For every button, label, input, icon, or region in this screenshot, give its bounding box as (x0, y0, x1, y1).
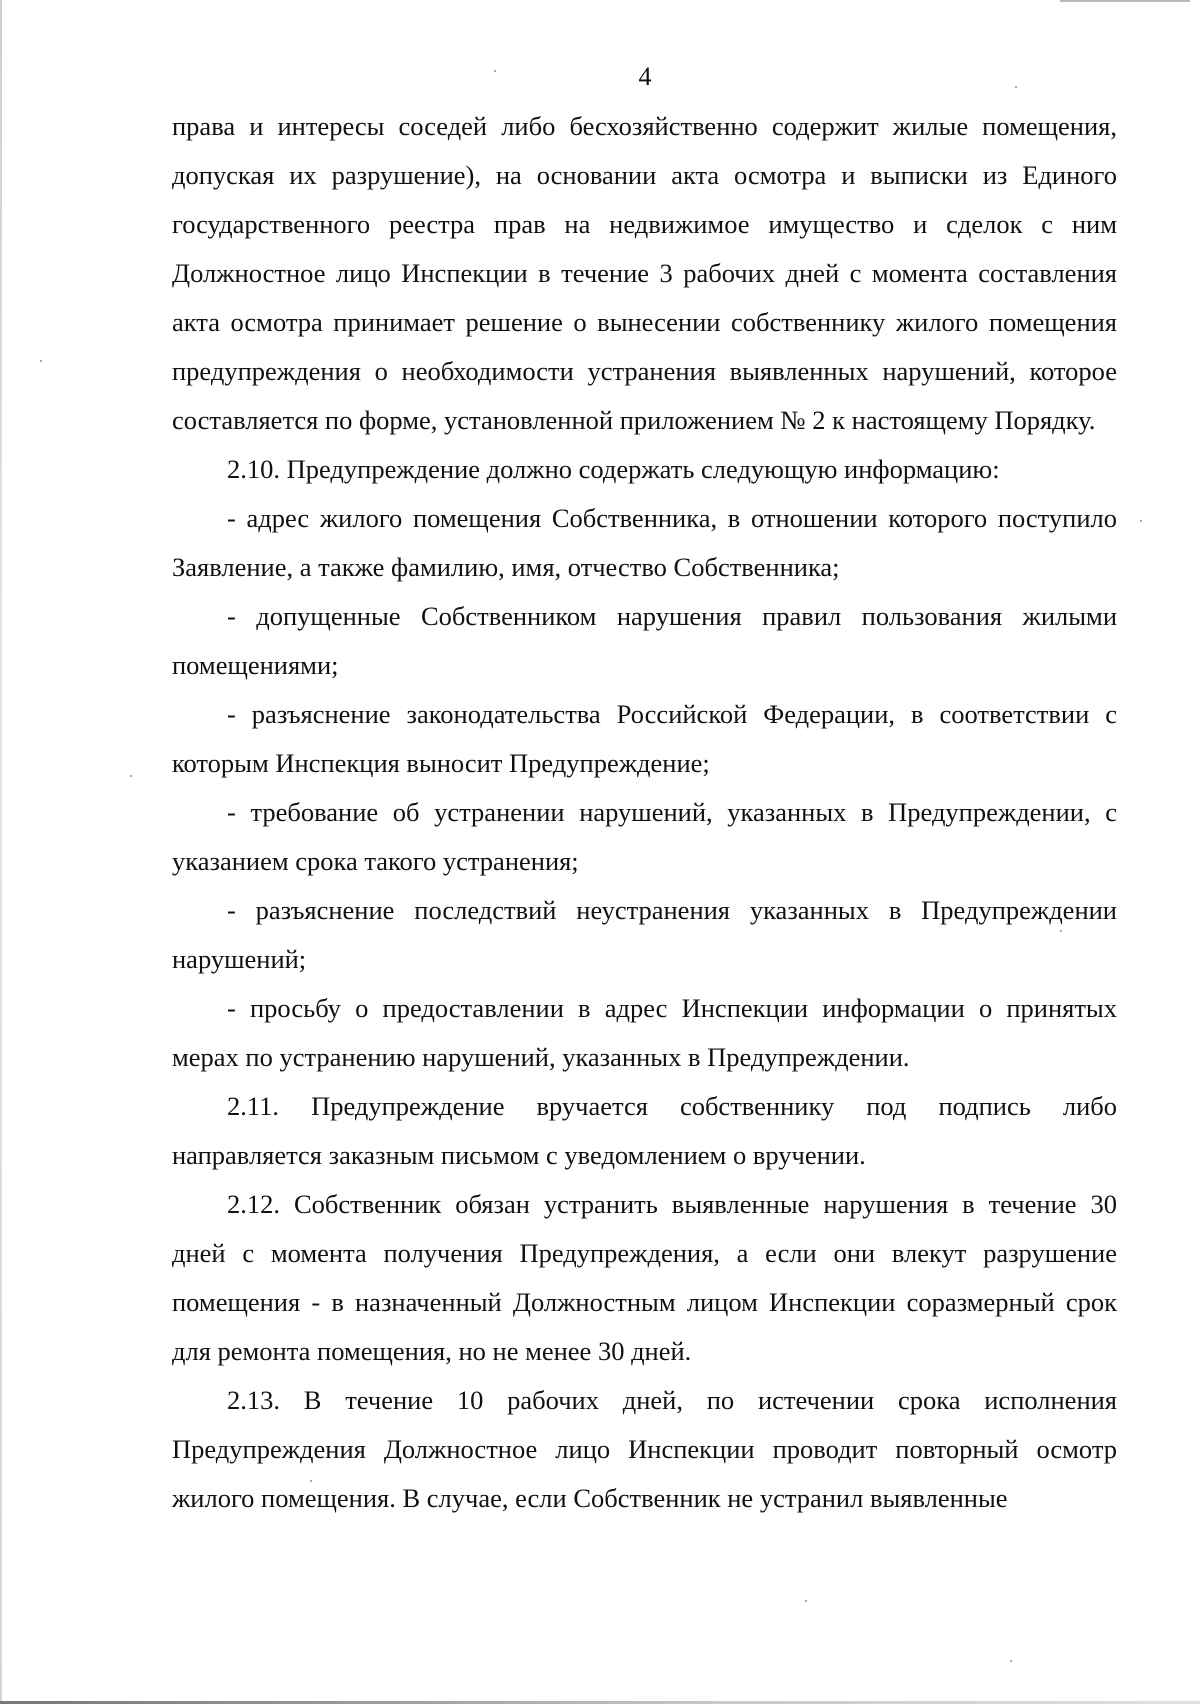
scan-edge-top (1060, 0, 1190, 2)
list-item-request: - просьбу о предоставлении в адрес Инспекции информации о принятых мерах по устранению нарушений, указанных в Предупреждении. (172, 993, 1117, 1072)
scan-speck (130, 775, 132, 777)
clause-2-11: 2.11. Предупреждение вручается собственнику под подпись либо направляется заказным письмом с уведомлением о вручении. (172, 1091, 1117, 1170)
list-item-consequences: - разъяснение последствий неустранения указанных в Предупреждении нарушений; (172, 895, 1117, 974)
list-item-violations: - допущенные Собственником нарушения правил пользования жилыми помещениями; (172, 601, 1117, 680)
list-item-requirement: - требование об устранении нарушений, указанных в Предупреждении, с указанием срока такого устранения; (172, 797, 1117, 876)
scan-speck (1140, 520, 1142, 522)
scan-speck (805, 1600, 807, 1602)
list-item-legislation: - разъяснение законодательства Российской Федерации, в соответствии с которым Инспекция выносит Предупреждение; (172, 699, 1117, 778)
clause-2-13: 2.13. В течение 10 рабочих дней, по истечении срока исполнения Предупреждения Должностное лицо Инспекции проводит повторный осмотр жилого помещения. В случае, если Собственник не устранил выявленные (172, 1385, 1117, 1513)
page-number: 4 (638, 62, 652, 91)
scan-speck (1010, 1660, 1012, 1662)
document-body (172, 102, 1117, 1523)
clause-2-12: 2.12. Собственник обязан устранить выявленные нарушения в течение 30 дней с момента получения Предупреждения, а если они влекут разрушение помещения - в назначенный Должностным лицом Инспекции соразмерный срок для ремонта помещения, но не менее 30 дней. (172, 1189, 1117, 1366)
scan-speck (40, 360, 42, 362)
paragraph-continuation: права и интересы соседей либо бесхозяйственно содержит жилые помещения, допуская их разрушение), на основании акта осмотра и выписки из Единого государственного реестра прав на недвижимое имущество и сделок с ним Должностное лицо Инспекции в течение 3 рабочих дней с момента составления акта осмотра принимает решение о вынесении собственнику жилого помещения предупреждения о необходимости устранения выявленных нарушений, которое составляется по форме, установленной приложением № 2 к настоящему Порядку. (172, 111, 1117, 435)
list-item-address: - адрес жилого помещения Собственника, в отношении которого поступило Заявление, а также фамилию, имя, отчество Собственника; (172, 503, 1117, 582)
scan-edge-left (0, 0, 2, 1704)
clause-2-10: 2.10. Предупреждение должно содержать следующую информацию: (227, 454, 1000, 484)
